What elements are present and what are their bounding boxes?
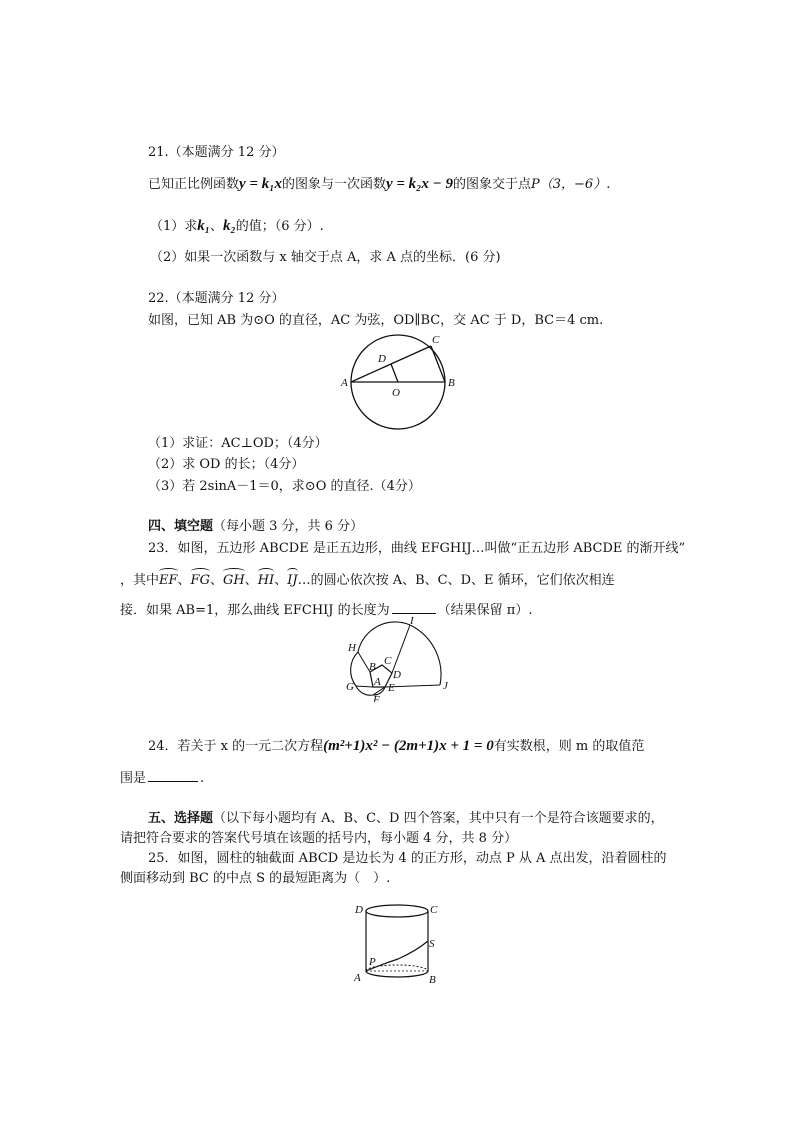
q21-k2: k₂ xyxy=(223,218,236,234)
q23-label-h: H xyxy=(348,642,356,654)
q23-line3 xyxy=(120,601,532,620)
q23-involute-figure xyxy=(340,617,465,702)
q23-l3-a: 接．如果 AB=1，那么曲线 EFCHIJ 的长度为 xyxy=(120,603,390,618)
q21-stem-c: 的图象交于点 xyxy=(453,177,532,192)
q22-label-b: B xyxy=(448,377,455,389)
q21-p1-a: （1）求 xyxy=(150,219,198,234)
q24-l1-b: 有实数根，则 m 的取值范 xyxy=(493,739,645,754)
q21-header: 21.（本题满分 12 分） xyxy=(148,145,285,160)
section5-note2: 请把符合要求的答案代号填在该题的括号内，每小题 4 分，共 8 分） xyxy=(120,831,518,846)
q21-p1-b: 的值；（6 分）. xyxy=(235,219,324,234)
q22-part2: （2）求 OD 的长；（4分） xyxy=(148,457,305,472)
q21-k1: k₁ xyxy=(197,218,211,234)
q23-arc-ij: IJ xyxy=(287,570,297,590)
q25-label-c: C xyxy=(430,904,438,916)
q21-stem-b: 的图象与一次函数 xyxy=(281,177,386,192)
q21-point: P（3，−6）. xyxy=(531,177,611,192)
section4-note: （每小题 3 分，共 6 分） xyxy=(213,519,364,534)
q22-stem: 如图，已知 AB 为⊙O 的直径，AC 为弦，OD∥BC，交 AC 于 D，BC＝4 cm. xyxy=(148,313,604,328)
q22-label-d: D xyxy=(378,353,386,365)
q23-label-b: B xyxy=(369,661,376,673)
q22-circle-figure xyxy=(335,330,465,430)
q21-stem-a: 已知正比例函数 xyxy=(148,177,240,192)
q21-stem xyxy=(148,175,610,194)
q24-l2: 围是 xyxy=(120,771,147,786)
q23-label-g: G xyxy=(346,681,354,693)
q23-answer-blank[interactable] xyxy=(392,601,436,614)
q21-part2: （2）如果一次函数与 x 轴交于点 A，求 A 点的坐标．(6 分) xyxy=(150,250,501,265)
q25-label-d: D xyxy=(355,904,363,916)
q22-header: 22.（本题满分 12 分） xyxy=(148,291,285,306)
q22-part1: （1）求证：AC⊥OD；（4分） xyxy=(148,436,328,451)
q24-equation: (m²+1)x² − (2m+1)x + 1 = 0 xyxy=(323,738,494,754)
q23-arc-fg: FG xyxy=(191,570,210,590)
q23-arc-gh: GH xyxy=(223,570,245,590)
q22-label-a: A xyxy=(341,377,348,389)
q23-line1: 23．如图，五边形 ABCDE 是正五边形，曲线 EFGHIJ…叫做“正五边形 ABCDE 的渐开线” xyxy=(148,541,686,556)
q22-label-c: C xyxy=(432,334,440,346)
q25-line1: 25．如图，圆柱的轴截面 ABCD 是边长为 4 的正方形，动点 P 从 A 点出发，沿着圆柱的 xyxy=(148,851,667,866)
section5-note: （以下每小题均有 A、B、C、D 四个答案，其中只有一个是符合该题要求的， xyxy=(213,811,664,826)
q25-label-s: S xyxy=(429,938,435,950)
q25-label-p: P xyxy=(369,956,376,968)
q24-line2: 围是 . xyxy=(120,771,205,786)
q21-sep: 、 xyxy=(210,219,224,234)
q23-arc-ef: EF xyxy=(159,570,178,590)
q24-line1 xyxy=(148,737,644,756)
q23-label-c: C xyxy=(384,655,392,667)
q25-label-a: A xyxy=(354,972,361,984)
q23-label-f: F xyxy=(373,694,380,702)
q23-label-j: J xyxy=(443,680,448,692)
q22-label-o: O xyxy=(392,387,400,399)
q23-l3-b: （结果保留 π）. xyxy=(437,603,533,618)
section4-title: 四、填空题 xyxy=(148,519,214,534)
q23-label-i: I xyxy=(410,617,414,627)
q23-line2: ，其中EF、FG、GH、HI、IJ…的圆心依次按 A、B、C、D、E 循环，它们依次相连 xyxy=(120,570,615,590)
q21-f1: y = k₁x xyxy=(239,176,282,192)
q23-label-e: E xyxy=(388,682,395,694)
q25-cylinder-figure xyxy=(350,895,450,990)
section4-heading xyxy=(148,518,363,536)
q23-arc-hi: HI xyxy=(258,570,274,590)
q22-part3: （3）若 2sinA－1＝0，求⊙O 的直径.（4分） xyxy=(148,479,421,494)
q23-l2-a: ，其中 xyxy=(120,573,160,588)
q24-l1-a: 24．若关于 x 的一元二次方程 xyxy=(148,739,324,754)
q21-part1 xyxy=(150,217,324,236)
section5-title: 五、选择题 xyxy=(148,811,214,826)
q23-label-a: A xyxy=(374,676,381,688)
section5-heading xyxy=(148,810,664,828)
q24-answer-blank[interactable] xyxy=(148,769,198,782)
q23-l2-b: …的圆心依次按 A、B、C、D、E 循环，它们依次相连 xyxy=(297,573,615,588)
q25-label-b: B xyxy=(429,974,436,986)
q25-line2: 侧面移动到 BC 的中点 S 的最短距离为（ ）. xyxy=(120,871,391,886)
q21-f2: y = k₂x − 9 xyxy=(385,176,453,192)
q23-label-d: D xyxy=(393,669,401,681)
